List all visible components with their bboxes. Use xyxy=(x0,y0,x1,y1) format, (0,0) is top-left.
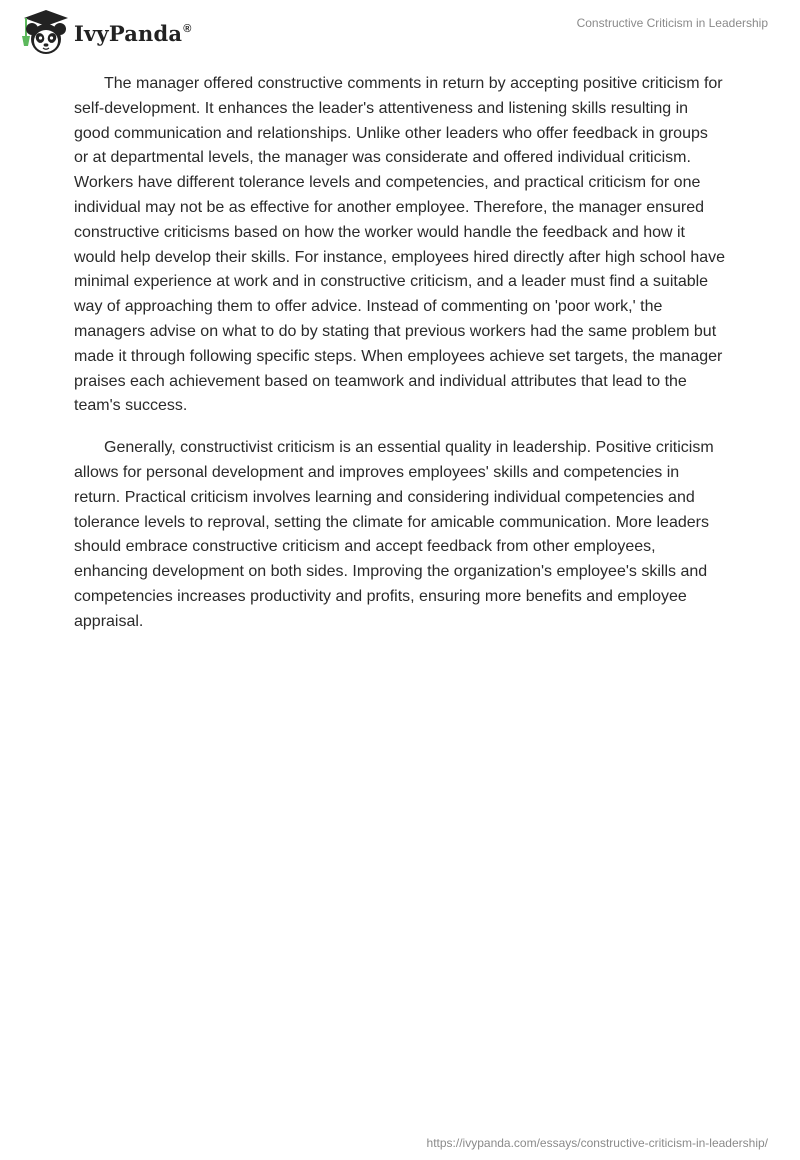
source-url[interactable]: https://ivypanda.com/essays/constructive-criticism-in-leadership/ xyxy=(426,1136,768,1150)
paragraph-2: Generally, constructivist criticism is an essential quality in leadership. Positive criticism allows for personal development and improves employees' skills and competencies in return. Practical criticism involves learning and considering individual competencies and tolerance levels to reproval, setting the climate for amicable communication. More leaders should embrace constructive criticism and accept feedback from other employees, enhancing development on both sides. Improving the organization's employee's skills and competencies increases productivity and profits, ensuring more benefits and employee appraisal. xyxy=(74,439,714,630)
panda-graduate-logo-icon xyxy=(14,8,70,56)
page-header xyxy=(0,0,800,60)
document-title: Constructive Criticism in Leadership xyxy=(576,16,768,30)
essay-body xyxy=(74,72,726,652)
registered-mark: ® xyxy=(183,22,192,35)
paragraph-1: The manager offered constructive comments in return by accepting positive criticism for self-development. It enhances the leader's attentiveness and listening skills resulting in good communication and relationships. Unlike other leaders who offer feedback in groups or at departmental levels, the manager was considerate and offered individual criticism. Workers have different tolerance levels and competencies, and practical criticism for one individual may not be as effective for another employee. Therefore, the manager ensured constructive criticisms based on how the worker would handle the feedback and how it would help develop their skills. For instance, employees hired directly after high school have minimal experience at work and in constructive criticism, and a leader must find a suitable way of approaching them to offer advice. Instead of commenting on 'poor work,' the managers advise on what to do by stating that previous workers had the same problem but made it through following specific steps. When employees achieve set targets, the manager praises each achievement based on teamwork and individual attributes that lead to the team's success. xyxy=(74,75,726,415)
brand-name: IvyPanda® xyxy=(74,20,192,46)
ivypanda-logo[interactable] xyxy=(14,8,192,56)
